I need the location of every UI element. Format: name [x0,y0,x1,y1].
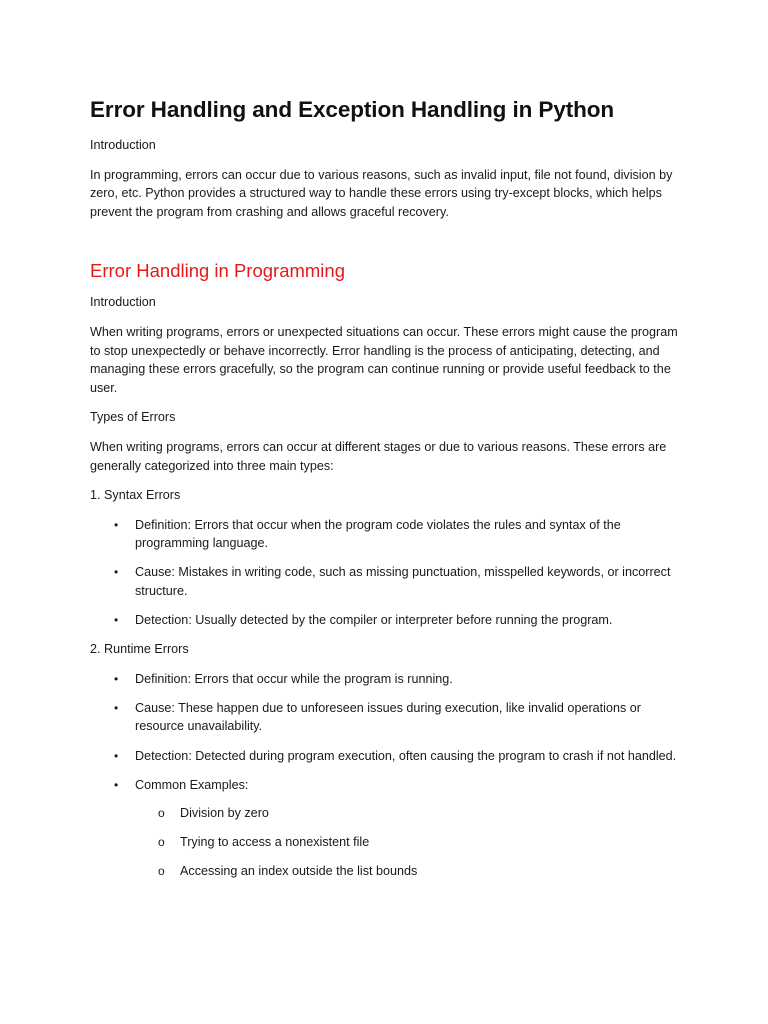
intro-paragraph: In programming, errors can occur due to various reasons, such as invalid input, file not found, division by zero, etc. Python provides a structured way to handle these errors using try-except blocks, which helps prevent the program from crashing and allows graceful recovery. [90,167,673,219]
types-of-errors-paragraph: When writing programs, errors can occur at different stages or due to various reasons. These errors are generally categorized into three main types: [90,439,667,473]
sub-list-item [135,833,682,852]
document-page [90,96,682,892]
bullet-icon: • [114,700,119,715]
list-item [90,670,682,689]
list-item [90,747,682,766]
list-item-text: Detection: Usually detected by the compiler or interpreter before running the program. [135,613,613,628]
sub-list-item-text: Accessing an index outside the list bounds [180,864,418,879]
circle-bullet-icon: o [158,864,165,879]
list-item-text: Cause: Mistakes in writing code, such as missing punctuation, misspelled keywords, or incorrect structure. [135,565,671,598]
list-item [90,516,682,553]
sub-list-item [135,862,682,881]
list-item [90,563,682,600]
list-item-text: Common Examples: [135,777,249,792]
sub-list-item [135,804,682,823]
bullet-icon: • [114,517,119,532]
sub-list-item-text: Trying to access a nonexistent file [180,835,370,850]
list-item-text: Definition: Errors that occur while the program is running. [135,671,453,686]
section-heading-error-handling: Error Handling in Programming [90,260,345,282]
list-item-text: Detection: Detected during program execution, often causing the program to crash if not handled. [135,748,677,763]
runtime-errors-list [90,670,682,881]
bullet-icon: • [114,777,119,792]
runtime-errors-heading: 2. Runtime Errors [90,642,189,657]
list-item [90,611,682,630]
bullet-icon: • [114,671,119,686]
list-item [90,776,682,881]
list-item-text: Cause: These happen due to unforeseen issues during execution, like invalid operations or resource unavailability. [135,700,641,734]
list-item-text: Definition: Errors that occur when the program code violates the rules and syntax of the programming language. [135,517,621,551]
circle-bullet-icon: o [158,806,165,821]
intro-label: Introduction [90,138,156,152]
bullet-icon: • [114,565,119,580]
bullet-icon: • [114,613,119,628]
common-examples-list [135,804,682,881]
syntax-errors-list [90,516,682,630]
syntax-errors-heading: 1. Syntax Errors [90,488,181,503]
section-intro-paragraph: When writing programs, errors or unexpected situations can occur. These errors might cause the program to stop unexpectedly or behave incorrectly. Error handling is the process of anticipating, detecting, and managing these errors gracefully, so the program can continue running or provide useful feedback to the user. [90,324,678,395]
circle-bullet-icon: o [158,835,165,850]
sub-list-item-text: Division by zero [180,806,269,821]
section-intro-label: Introduction [90,295,156,310]
list-item [90,699,682,736]
bullet-icon: • [114,748,119,763]
document-title: Error Handling and Exception Handling in Python [90,97,615,122]
types-of-errors-label: Types of Errors [90,410,176,425]
